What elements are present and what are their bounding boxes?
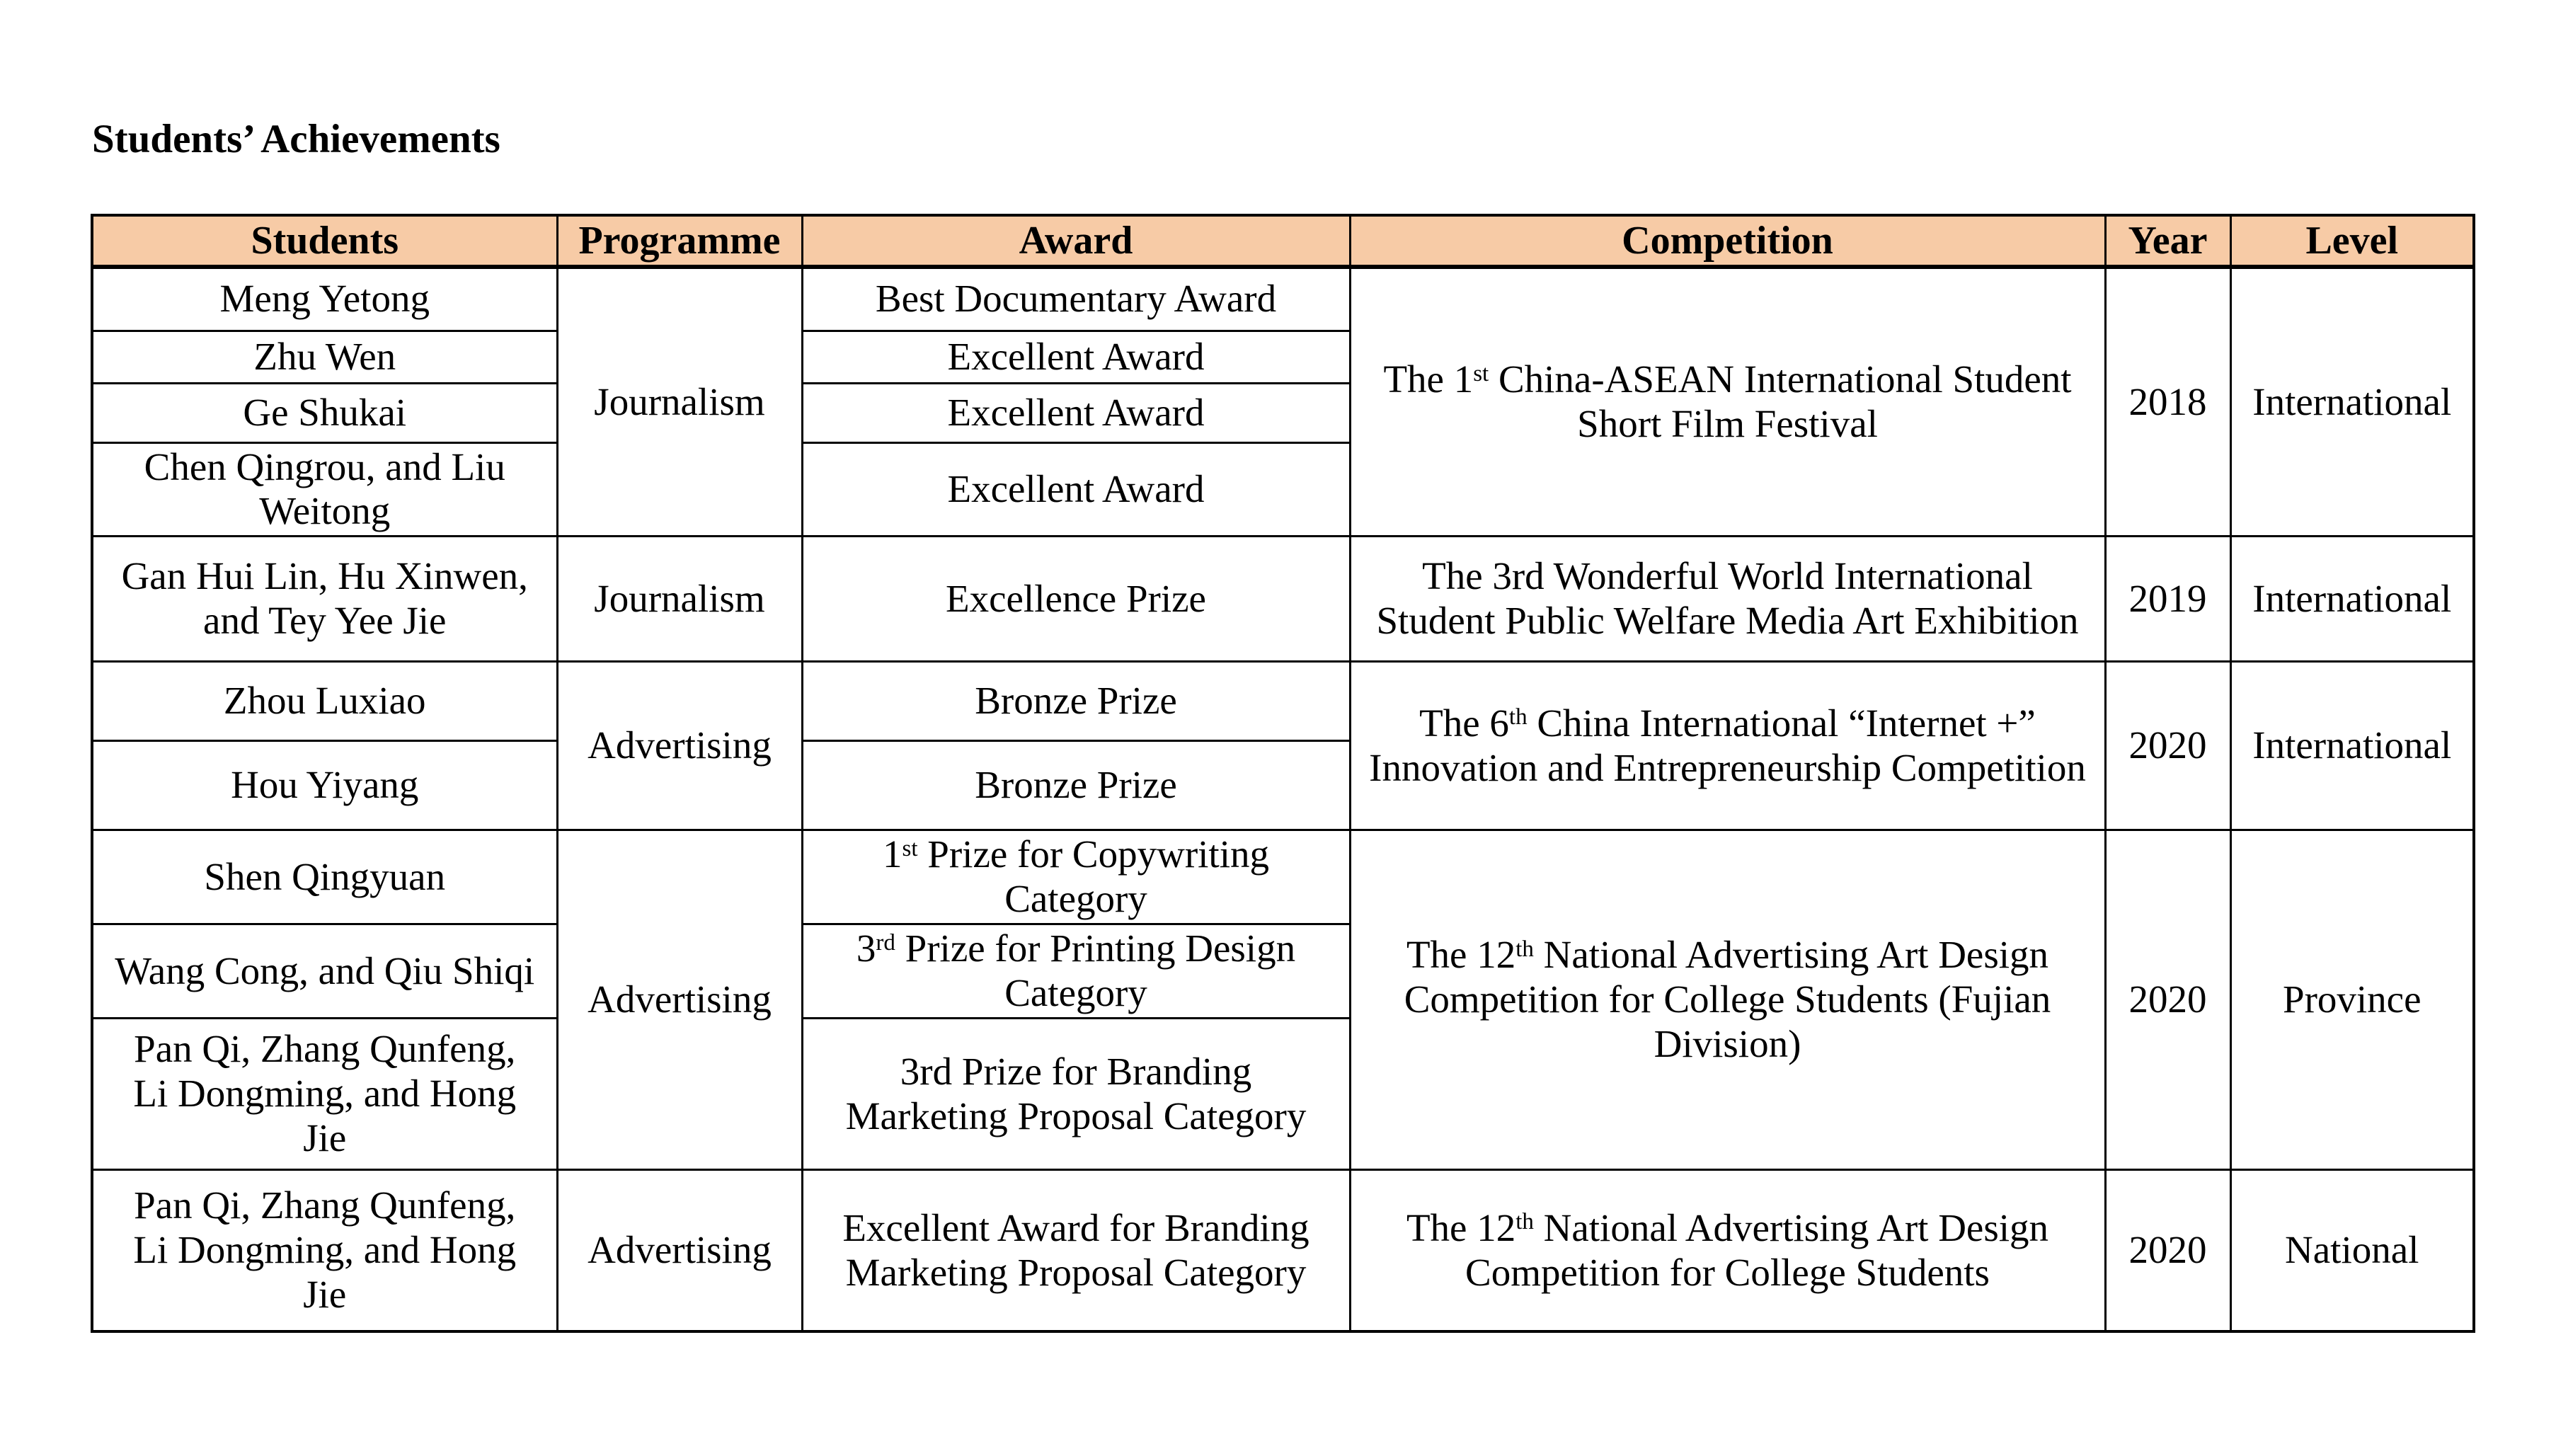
competition-cell: The 1st China-ASEAN International Student Short Film Festival — [1350, 267, 2105, 537]
competition-cell: The 6th China International “Internet +” Innovation and Entrepreneurship Competition — [1350, 662, 2105, 830]
award-cell: Excellence Prize — [802, 537, 1350, 662]
year-cell: 2020 — [2105, 1170, 2230, 1331]
students-cell: Gan Hui Lin, Hu Xinwen, and Tey Yee Jie — [92, 537, 557, 662]
award-cell: 3rd Prize for Printing Design Category — [802, 924, 1350, 1019]
year-cell: 2019 — [2105, 537, 2230, 662]
page-title: Students’ Achievements — [92, 117, 500, 161]
header-competition: Competition — [1350, 215, 2105, 267]
award-cell: Excellent Award — [802, 331, 1350, 383]
students-cell: Pan Qi, Zhang Qunfeng, Li Dongming, and Hong Jie — [92, 1170, 557, 1331]
level-cell: National — [2230, 1170, 2474, 1331]
award-cell: Bronze Prize — [802, 741, 1350, 830]
award-cell: Excellent Award — [802, 442, 1350, 537]
achievements-table — [91, 214, 2475, 1333]
year-cell: 2018 — [2105, 267, 2230, 537]
award-cell: 3rd Prize for Branding Marketing Proposal Category — [802, 1019, 1350, 1170]
table-row — [92, 662, 2474, 741]
table-row — [92, 1170, 2474, 1331]
students-cell: Meng Yetong — [92, 267, 557, 331]
award-cell: Bronze Prize — [802, 662, 1350, 741]
students-cell: Ge Shukai — [92, 383, 557, 442]
programme-cell: Advertising — [557, 662, 802, 830]
students-cell: Zhou Luxiao — [92, 662, 557, 741]
year-cell: 2020 — [2105, 830, 2230, 1170]
level-cell: International — [2230, 662, 2474, 830]
table-row — [92, 830, 2474, 924]
level-cell: International — [2230, 267, 2474, 537]
programme-cell: Advertising — [557, 1170, 802, 1331]
students-cell: Shen Qingyuan — [92, 830, 557, 924]
header-programme: Programme — [557, 215, 802, 267]
students-cell: Pan Qi, Zhang Qunfeng, Li Dongming, and Hong Jie — [92, 1019, 557, 1170]
students-cell: Chen Qingrou, and Liu Weitong — [92, 442, 557, 537]
level-cell: Province — [2230, 830, 2474, 1170]
students-cell: Hou Yiyang — [92, 741, 557, 830]
programme-cell: Journalism — [557, 267, 802, 537]
award-cell: Best Documentary Award — [802, 267, 1350, 331]
table-row — [92, 267, 2474, 331]
header-level: Level — [2230, 215, 2474, 267]
programme-cell: Advertising — [557, 830, 802, 1170]
competition-cell: The 12th National Advertising Art Design Competition for College Students (Fujian Division) — [1350, 830, 2105, 1170]
competition-cell: The 12th National Advertising Art Design Competition for College Students — [1350, 1170, 2105, 1331]
programme-cell: Journalism — [557, 537, 802, 662]
level-cell: International — [2230, 537, 2474, 662]
award-cell: Excellent Award for Branding Marketing Proposal Category — [802, 1170, 1350, 1331]
header-row — [92, 215, 2474, 267]
header-year: Year — [2105, 215, 2230, 267]
table-row — [92, 537, 2474, 662]
award-cell: 1st Prize for Copywriting Category — [802, 830, 1350, 924]
students-cell: Zhu Wen — [92, 331, 557, 383]
students-cell: Wang Cong, and Qiu Shiqi — [92, 924, 557, 1019]
header-students: Students — [92, 215, 557, 267]
year-cell: 2020 — [2105, 662, 2230, 830]
header-award: Award — [802, 215, 1350, 267]
competition-cell: The 3rd Wonderful World International Student Public Welfare Media Art Exhibition — [1350, 537, 2105, 662]
award-cell: Excellent Award — [802, 383, 1350, 442]
